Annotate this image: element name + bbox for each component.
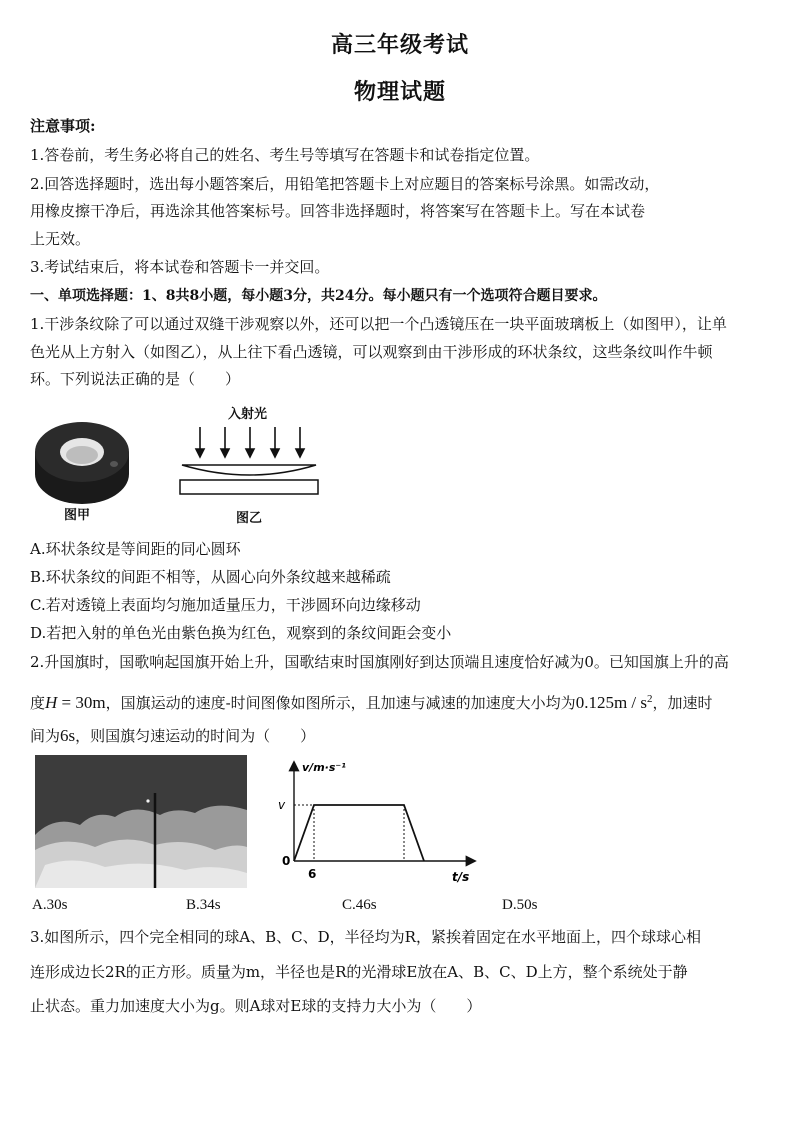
- q3-stem-line-1: 3.如图所示，四个完全相同的球A、B、C、D，半径均为R，紧挨着固定在水平地面上，四个球球心相: [30, 928, 701, 946]
- q2-line3-suffix: ，则国旗匀速运动的时间为（ ）: [75, 727, 316, 745]
- q2-stem-line-1: 2.升国旗时，国歌响起国旗开始上升，国歌结束时国旗刚好到达顶端且速度恰好减为0。已知国旗上升的高: [30, 653, 729, 671]
- q2-line2-middle: ，国旗运动的速度-时间图像如图所示，且加速与减速的加速度大小均为: [105, 694, 576, 712]
- notice-item-1: 1.答卷前，考生务必将自己的姓名、考生号等填写在答题卡和试卷指定位置。: [30, 146, 540, 164]
- q2-stem-line-2: [30, 688, 775, 714]
- lens-ring-image: [32, 412, 132, 507]
- section-1-heading: 一、单项选择题：1、8共8小题，每小题3分，共24分。每小题只有一个选项符合题目要求。: [30, 288, 607, 304]
- q1-figure-a: [32, 412, 132, 522]
- q2-flag-photo: [35, 755, 247, 888]
- q2-height-variable: H: [45, 693, 58, 712]
- q1-stem-line-2: 色光从上方射入（如图乙），从上往下看凸透镜，可以观察到由干涉形成的环状条纹，这些条纹叫作牛顿: [30, 343, 713, 361]
- y-axis-label: v/m·s⁻¹: [302, 761, 346, 774]
- flag-ceremony-image: [35, 755, 247, 888]
- q2-acceleration-value: 0.125m / s: [575, 693, 647, 712]
- q2-line2-prefix: 度: [30, 694, 46, 712]
- q1-option-c: C.若对透镜上表面均匀施加适量压力，干涉圆环向边缘移动: [30, 596, 421, 614]
- q1-option-b: B.环状条纹的间距不相等，从圆心向外条纹越来越稀疏: [30, 568, 391, 586]
- q2-line2-suffix: ，加速时: [652, 694, 713, 712]
- x-tick-label-6: 6: [308, 867, 317, 881]
- q1-stem-line-1: 1.干涉条纹除了可以通过双缝干涉观察以外，还可以把一个凸透镜压在一块平面玻璃板上（如图甲），让单: [30, 315, 727, 333]
- q1-figure-a-label: 图甲: [64, 508, 91, 523]
- q2-option-d: D.50s: [502, 897, 538, 913]
- q2-stem-line-3: [30, 725, 775, 747]
- notice-item-2-line-1: 2.回答选择题时，选出每小题答案后，用铅笔把答题卡上对应题目的答案标号涂黑。如需改动，: [30, 175, 660, 193]
- q1-figure-b: [170, 403, 330, 528]
- q2-line3-prefix: 间为: [30, 727, 61, 745]
- y-tick-label-v: v: [278, 798, 286, 812]
- q3-stem-line-3: 止状态。重力加速度大小为g。则A球对E球的支持力大小为（ ）: [30, 997, 482, 1015]
- notice-item-3: 3.考试结束后，将本试卷和答题卡一并交回。: [30, 258, 330, 276]
- q2-vt-chart: [272, 757, 482, 887]
- q2-accel-time: 6s: [60, 726, 76, 745]
- exam-subject: 物理试题: [353, 79, 446, 105]
- q2-acceleration-exponent: 2: [647, 693, 653, 705]
- notice-item-2-line-3: 上无效。: [30, 230, 91, 248]
- notice-item-2-line-2: 用橡皮擦干净后，再选涂其他答案标号。回答非选择题时，将答案写在答题卡上。写在本试卷: [30, 202, 646, 220]
- q2-height-value: = 30m: [57, 693, 106, 712]
- q1-stem-line-3: 环。下列说法正确的是（ ）: [30, 370, 241, 388]
- origin-label: 0: [282, 854, 291, 868]
- q1-option-a: A.环状条纹是等间距的同心圆环: [30, 540, 241, 558]
- velocity-time-graph: [272, 757, 482, 887]
- q3-stem-line-2: 连形成边长2R的正方形。质量为m，半径也是R的光滑球E放在A、B、C、D上方，整个系统处于静: [30, 963, 688, 981]
- q1-figure-b-label: 图乙: [236, 511, 263, 526]
- q2-option-a: A.30s: [32, 897, 68, 913]
- q2-option-c: C.46s: [342, 897, 377, 913]
- q2-option-b: B.34s: [186, 897, 221, 913]
- exam-title: 高三年级考试: [330, 32, 469, 58]
- x-axis-label: t/s: [452, 870, 470, 884]
- q1-option-d: D.若把入射的单色光由紫色换为红色，观察到的条纹间距会变小: [30, 624, 452, 642]
- notice-heading: 注意事项:: [30, 117, 96, 135]
- q1-figure-b-caption: 入射光: [228, 407, 268, 422]
